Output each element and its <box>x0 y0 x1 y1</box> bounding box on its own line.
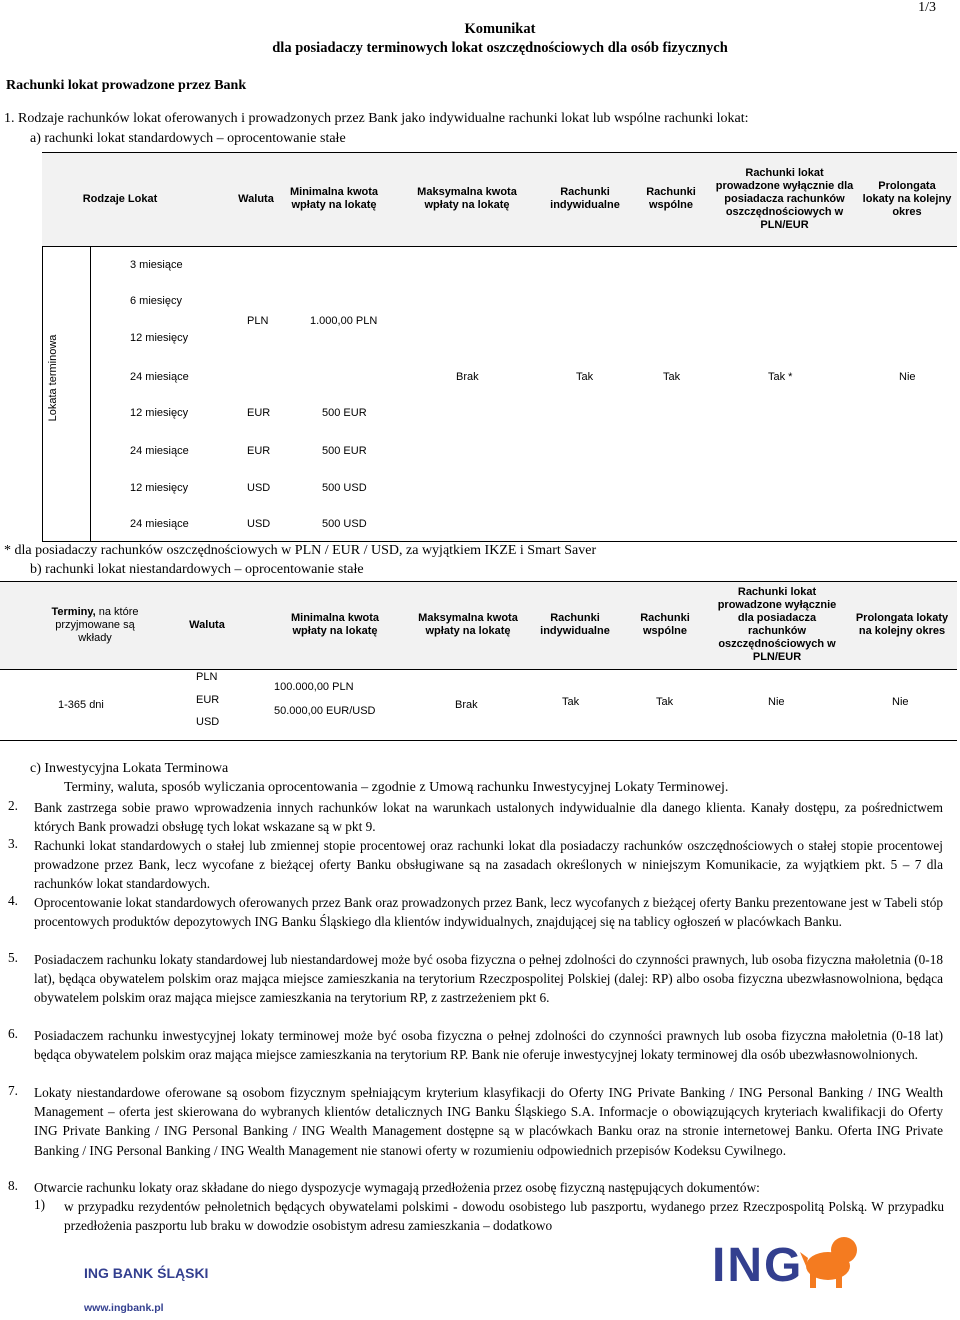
table1-term: 6 miesięcy <box>130 295 182 307</box>
table2-currency: USD <box>196 716 220 728</box>
brand-url[interactable]: www.ingbank.pl <box>84 1302 164 1314</box>
point-1c-text: Terminy, waluta, sposób wyliczania oprocentowania – zgodnie z Umową rachunku Inwestycyjnej Lokaty Terminowej. <box>64 780 729 795</box>
point-1a: a) rachunki lokat standardowych – oprocentowanie stałe <box>30 131 346 146</box>
table1-term: 12 miesięcy <box>130 407 189 419</box>
point-number: 2. <box>8 798 18 813</box>
table1-rollover-value: Nie <box>899 371 916 383</box>
table1-term: 12 miesięcy <box>130 482 189 494</box>
table2-joint-value: Tak <box>656 696 674 708</box>
table1-rule <box>42 246 957 247</box>
table2-header-terms <box>40 581 150 669</box>
table2-max-amount: Brak <box>455 699 478 711</box>
table1-currency: EUR <box>247 445 271 457</box>
table1-header-savings-holders: Rachunki lokat prowadzone wyłącznie dla posiadacza rachunków oszczędnościowych w PLN/EUR <box>715 166 854 231</box>
subpoint-number: 1) <box>34 1197 46 1212</box>
point-number: 6. <box>8 1026 18 1041</box>
table1-max-amount: Brak <box>456 371 479 383</box>
table2-individual-value: Tak <box>562 696 580 708</box>
point-1b: b) rachunki lokat niestandardowych – oprocentowanie stałe <box>30 562 364 577</box>
table2-header-terms-rest: na które przyjmowane są wkłady <box>55 605 139 644</box>
table1-min-amount: 1.000,00 PLN <box>310 315 378 327</box>
table1-header-currency: Waluta <box>238 192 274 205</box>
brand-name: ING BANK ŚLĄSKI <box>84 1265 209 1281</box>
table1-term: 24 miesiące <box>130 371 189 383</box>
point-number: 3. <box>8 836 18 851</box>
lion-icon <box>798 1232 862 1290</box>
point-2: Bank zastrzega sobie prawo wprowadzenia innych rachunków lokat na warunkach ustalonych indywidualnie dla danego klienta. Kanały dostępu, za pośrednictwem których Bank prowadzi obsługę tych lokat wskazane są w pkt 9. <box>34 800 943 835</box>
table1-header-max: Maksymalna kwota wpłaty na lokatę <box>417 186 517 211</box>
table2-min-amount: 50.000,00 EUR/USD <box>274 705 376 717</box>
point-3: Rachunki lokat standardowych o stałej lub zmiennej stopie procentowej oraz rachunki lokat dla posiadaczy rachunków oszczędnościowych o stałej stopie procentowej prowadzone przez Bank, lecz wycofane z bieżącej oferty Banku obsługiwane są na zasadach określonych w niniejszym Komunikacie, za wyjątkiem pkt. 5 – 7 dla rachunków lokat standardowych. <box>34 838 943 892</box>
table1-individual-value: Tak <box>576 371 594 383</box>
table1-rule <box>42 246 43 541</box>
table1-term: 24 miesiące <box>130 518 189 530</box>
table2-header-terms-bold: Terminy, <box>51 605 96 618</box>
section-heading: Rachunki lokat prowadzone przez Bank <box>6 78 247 93</box>
table1-header-individual: Rachunki indywidualne <box>550 186 620 211</box>
table1-min-amount: 500 USD <box>322 482 367 494</box>
page-number: 1/3 <box>918 0 936 15</box>
table2-currency: PLN <box>196 671 218 683</box>
point-5: Posiadaczem rachunku lokaty standardowej lub niestandardowej może być osoba fizyczna o pełnej zdolności do czynności prawnych, lub osoba fizyczna małoletnia (0-18 lat), będąca obywatelem polskim oraz mająca miejsce zamieszkania na terytorium Rzeczpospolitej Polskiej (dalej: RP) albo osoba fizyczna ubezwłasnowolniona, będąca obywatelem polskim oraz mająca miejsce zamieszkania na terytorium RP, z zastrzeżeniem pkt 6. <box>34 952 943 1006</box>
table2-savings-holders-value: Nie <box>768 696 785 708</box>
page-footer <box>0 1232 960 1320</box>
point-1c-title: c) Inwestycyjna Lokata Terminowa <box>30 761 229 776</box>
table1-savings-holders-value: Tak * <box>768 371 793 383</box>
point-1: 1. Rodzaje rachunków lokat oferowanych i prowadzonych przez Bank jako indywidualne rachunki lokat lub wspólne rachunki lokat: <box>4 111 749 126</box>
table2-rule <box>0 669 957 670</box>
document-title: Komunikat <box>464 21 536 37</box>
point-number: 4. <box>8 893 18 908</box>
point-number: 8. <box>8 1178 18 1193</box>
table2-currency: EUR <box>196 694 220 706</box>
table2-header-joint: Rachunki wspólne <box>640 612 690 637</box>
table1-term: 24 miesiące <box>130 445 189 457</box>
table2-rule <box>0 740 957 741</box>
point-6: Posiadaczem rachunku inwestycyjnej lokaty terminowej może być osoba fizyczna o pełnej zdolności do czynności prawnych lub osoba fizyczna małoletnia (0-18 lat) będąca obywatelem polskim oraz mająca miejsce zamieszkania na terytorium RP. Bank nie oferuje inwestycyjnej lokaty terminowej dla osób ubezwłasnowolnionych. <box>34 1028 943 1063</box>
table2-header-max: Maksymalna kwota wpłaty na lokatę <box>418 612 518 637</box>
table1-min-amount: 500 EUR <box>322 407 367 419</box>
table2-header-currency: Waluta <box>189 618 225 631</box>
table1-header-min: Minimalna kwota wpłaty na lokatę <box>289 186 379 211</box>
table2-rollover-value: Nie <box>892 696 909 708</box>
table1-min-amount: 500 USD <box>322 518 367 530</box>
table1-rule <box>42 541 957 542</box>
lion-leg <box>810 1274 816 1288</box>
table1-currency: EUR <box>247 407 271 419</box>
table2-header-min: Minimalna kwota wpłaty na lokatę <box>290 612 380 637</box>
table1-header-joint: Rachunki wspólne <box>646 186 696 211</box>
lion-leg <box>836 1274 842 1288</box>
document-subtitle: dla posiadaczy terminowych lokat oszczędnościowych dla osób fizycznych <box>272 40 728 56</box>
table2-header-rollover: Prolongata lokaty na kolejny okres <box>855 612 949 637</box>
table1-currency: PLN <box>247 315 269 327</box>
table2-header-individual: Rachunki indywidualne <box>540 612 610 637</box>
table1-currency: USD <box>247 482 271 494</box>
point-7: Lokaty niestandardowe oferowane są osobom fizycznym spełniającym kryterium klasyfikacji do Oferty ING Private Banking / ING Personal Banking / ING Wealth Management – oferta jest skierowana do wybranych klientów detalicznych ING Banku Śląskiego S.A. Informacje o obowiązujących kryteriach kwalifikacji do Oferty ING Private Banking / ING Personal Banking / ING Wealth Management dostępne są w placówkach Banku oraz na stronie internetowej Banku. Oferta ING Private Banking / ING Personal Banking / ING Wealth Management nie stanowi oferty w rozumieniu odpowiednich przepisów Kodeksu Cywilnego. <box>34 1085 943 1158</box>
table1-min-amount: 500 EUR <box>322 445 367 457</box>
table1-joint-value: Tak <box>663 371 681 383</box>
table1-currency: USD <box>247 518 271 530</box>
point-8-1: w przypadku rezydentów pełnoletnich będących obywatelami polskimi - dowodu osobistego lub paszportu, wydanego przez Rzeczpospolitą Polską. W przypadku przedłożenia paszportu lub braku w dowodzie osobistym adresu zamieszkania – dodatkowo <box>64 1199 944 1234</box>
point-4: Oprocentowanie lokat standardowych oferowanych przez Bank oraz prowadzonych przez Bank, lecz wycofanych z bieżącej oferty Banku prezentowane jest w Tabeli stóp procentowych produktów depozytowych ING Banku Śląskiego dla klientów indywidualnych, znajdującej się na tablicy ogłoszeń w placówkach Banku. <box>34 895 943 930</box>
table1-term: 3 miesiące <box>130 259 183 271</box>
table2-header-savings-holders: Rachunki lokat prowadzone wyłącznie dla posiadacza rachunków oszczędnościowych w PLN/EUR <box>717 586 837 663</box>
table1-header-rollover: Prolongata lokaty na kolejny okres <box>862 179 952 218</box>
point-8: Otwarcie rachunku lokaty oraz składane do niego dyspozycje wymagają przedłożenia przez osobę fizyczną następujących dokumentów: <box>34 1180 760 1195</box>
table1-rule <box>90 246 91 541</box>
table1-group-label: Lokata terminowa <box>47 334 59 422</box>
table1-header-type: Rodzaje Lokat <box>82 192 158 205</box>
point-number: 5. <box>8 950 18 965</box>
table1-footnote: * dla posiadaczy rachunków oszczędnościowych w PLN / EUR / USD, za wyjątkiem IKZE i Smart Saver <box>4 543 597 558</box>
table2-min-amount: 100.000,00 PLN <box>274 681 354 693</box>
table1-term: 12 miesięcy <box>130 332 189 344</box>
ing-logo-text: ING <box>712 1239 804 1292</box>
lion-head <box>831 1237 857 1263</box>
point-number: 7. <box>8 1083 18 1098</box>
table2-term: 1-365 dni <box>58 699 104 711</box>
